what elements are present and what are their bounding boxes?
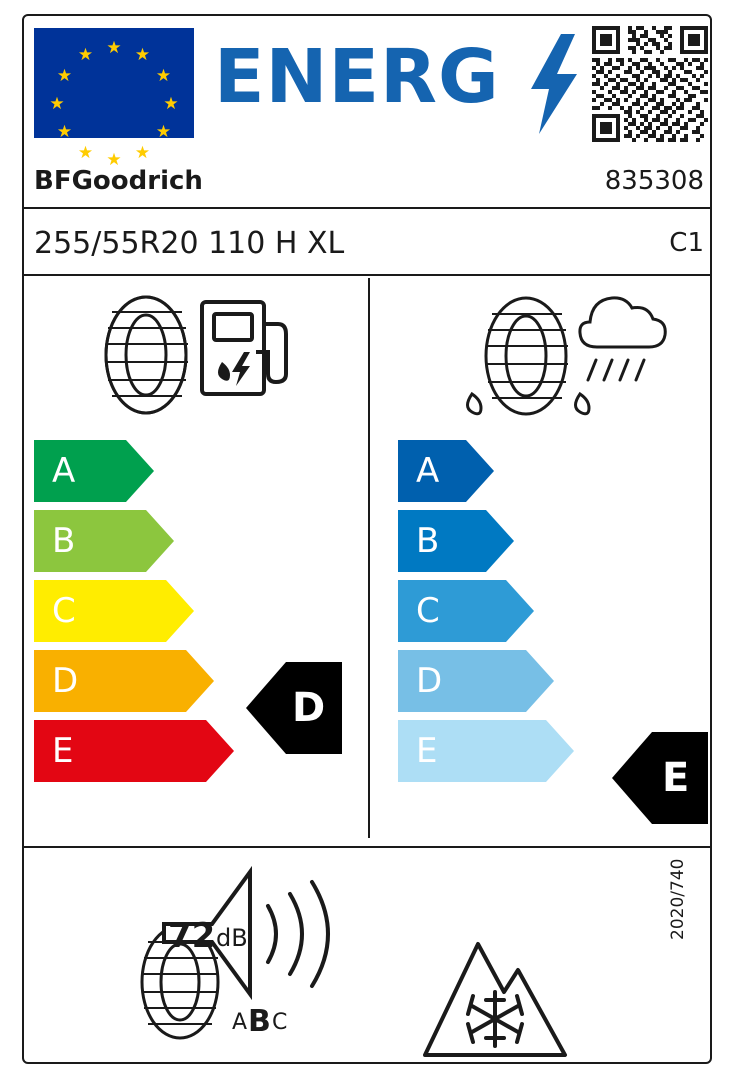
- fuel-grade-letter-d: D: [52, 661, 79, 701]
- wet-grade-row-d: [398, 650, 718, 712]
- wet-grip-icon: [440, 288, 670, 428]
- wet-grade-row-a: [398, 440, 718, 502]
- divider-1: [24, 207, 710, 209]
- snow-grip-icon: [420, 930, 570, 1060]
- wet-grade-letter-a: A: [416, 451, 440, 491]
- wet-grade-row-b: [398, 510, 718, 572]
- divider-2: [24, 274, 710, 276]
- noise-class-c: C: [272, 1010, 288, 1035]
- product-code: 835308: [604, 166, 704, 196]
- wet-bar-a: [398, 440, 494, 502]
- wet-grade-letter-b: B: [416, 521, 440, 561]
- fuel-grade-letter-a: A: [52, 451, 76, 491]
- fuel-grade-row-a: [34, 440, 354, 502]
- fuel-efficiency-icon: [90, 290, 300, 420]
- fuel-grade-row-b: [34, 510, 354, 572]
- tyre-size: 255/55R20 110 H XL: [34, 226, 345, 261]
- wet-rating-arrow: [612, 732, 708, 824]
- divider-3: [24, 846, 710, 848]
- noise-section: [120, 862, 360, 1052]
- fuel-grade-row-c: [34, 580, 354, 642]
- noise-unit: dB: [216, 924, 248, 952]
- qr-code: [592, 26, 708, 142]
- wet-rating-letter: E: [662, 755, 690, 801]
- regulation-code: 2020/740: [668, 858, 688, 940]
- wet-grade-letter-d: D: [416, 661, 443, 701]
- wet-grade-row-c: [398, 580, 718, 642]
- noise-value: 72: [168, 916, 216, 956]
- fuel-rating-letter: D: [292, 685, 326, 731]
- tyre-class: C1: [669, 228, 704, 258]
- wet-grade-letter-c: C: [416, 591, 440, 631]
- wet-grade-letter-e: E: [416, 731, 438, 771]
- fuel-grade-letter-b: B: [52, 521, 76, 561]
- fuel-grade-letter-c: C: [52, 591, 76, 631]
- lightning-bolt-icon: [531, 34, 577, 134]
- energy-wordmark: ENERG: [214, 34, 500, 120]
- eu-flag: ★ ★ ★ ★ ★ ★ ★ ★ ★ ★ ★ ★: [34, 28, 194, 138]
- noise-class-a: A: [232, 1010, 248, 1035]
- brand-name: BFGoodrich: [34, 166, 203, 196]
- fuel-grade-letter-e: E: [52, 731, 74, 771]
- vertical-divider: [368, 278, 370, 838]
- noise-class-b: B: [248, 1004, 271, 1039]
